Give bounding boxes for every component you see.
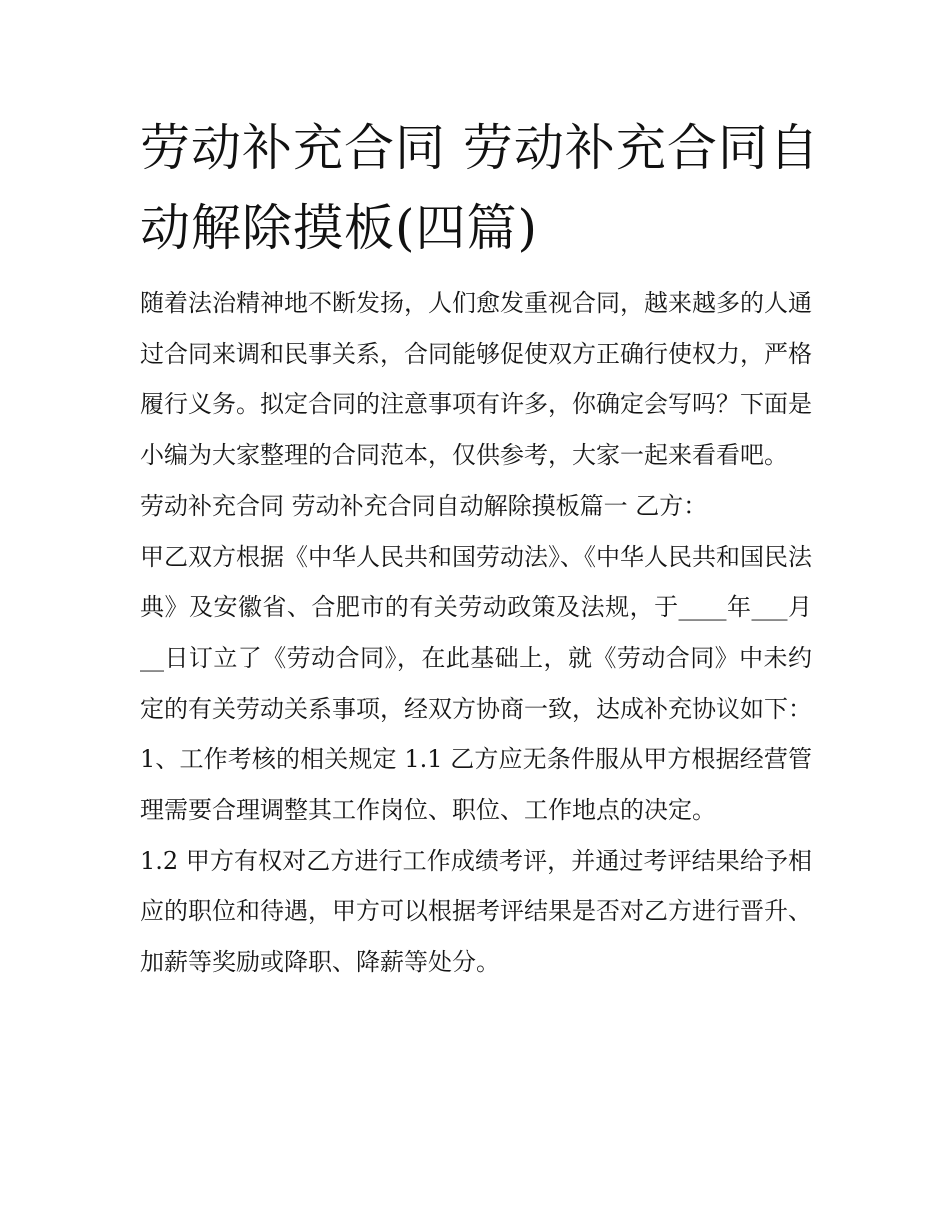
paragraph-intro: 随着法治精神地不断发扬，人们愈发重视合同，越来越多的人通过合同来调和民事关系，合同能够促使双方正确行使权力，严格履行义务。拟定合同的注意事项有许多，你确定会写吗？下面是小编为大家整理的合同范本，仅供参考，大家一起来看看吧。 <box>140 289 812 470</box>
paragraph-section-heading: 劳动补充合同 劳动补充合同自动解除摸板篇一 乙方： <box>140 491 708 520</box>
paragraph-clause-1-2: 1.2 甲方有权对乙方进行工作成绩考评，并通过考评结果给予相应的职位和待遇，甲方可以根据考评结果是否对乙方进行晋升、加薪等奖励或降职、降薪等处分。 <box>140 846 812 977</box>
document-body <box>140 278 812 988</box>
paragraph-clause-1-1: 1、工作考核的相关规定 1.1 乙方应无条件服从甲方根据经营管理需要合理调整其工作岗位、职位、工作地点的决定。 <box>140 745 812 825</box>
paragraph-preamble: 甲乙双方根据《中华人民共和国劳动法》、《中华人民共和国民法典》及安徽省、合肥市的有关劳动政策及法规，于____年___月__日订立了《劳动合同》，在此基础上，就《劳动合同》中未约定的有关劳动关系事项，经双方协商一致，达成补充协议如下： <box>140 542 812 723</box>
document-title: 劳动补充合同 劳动补充合同自动解除摸板(四篇) <box>140 119 820 257</box>
